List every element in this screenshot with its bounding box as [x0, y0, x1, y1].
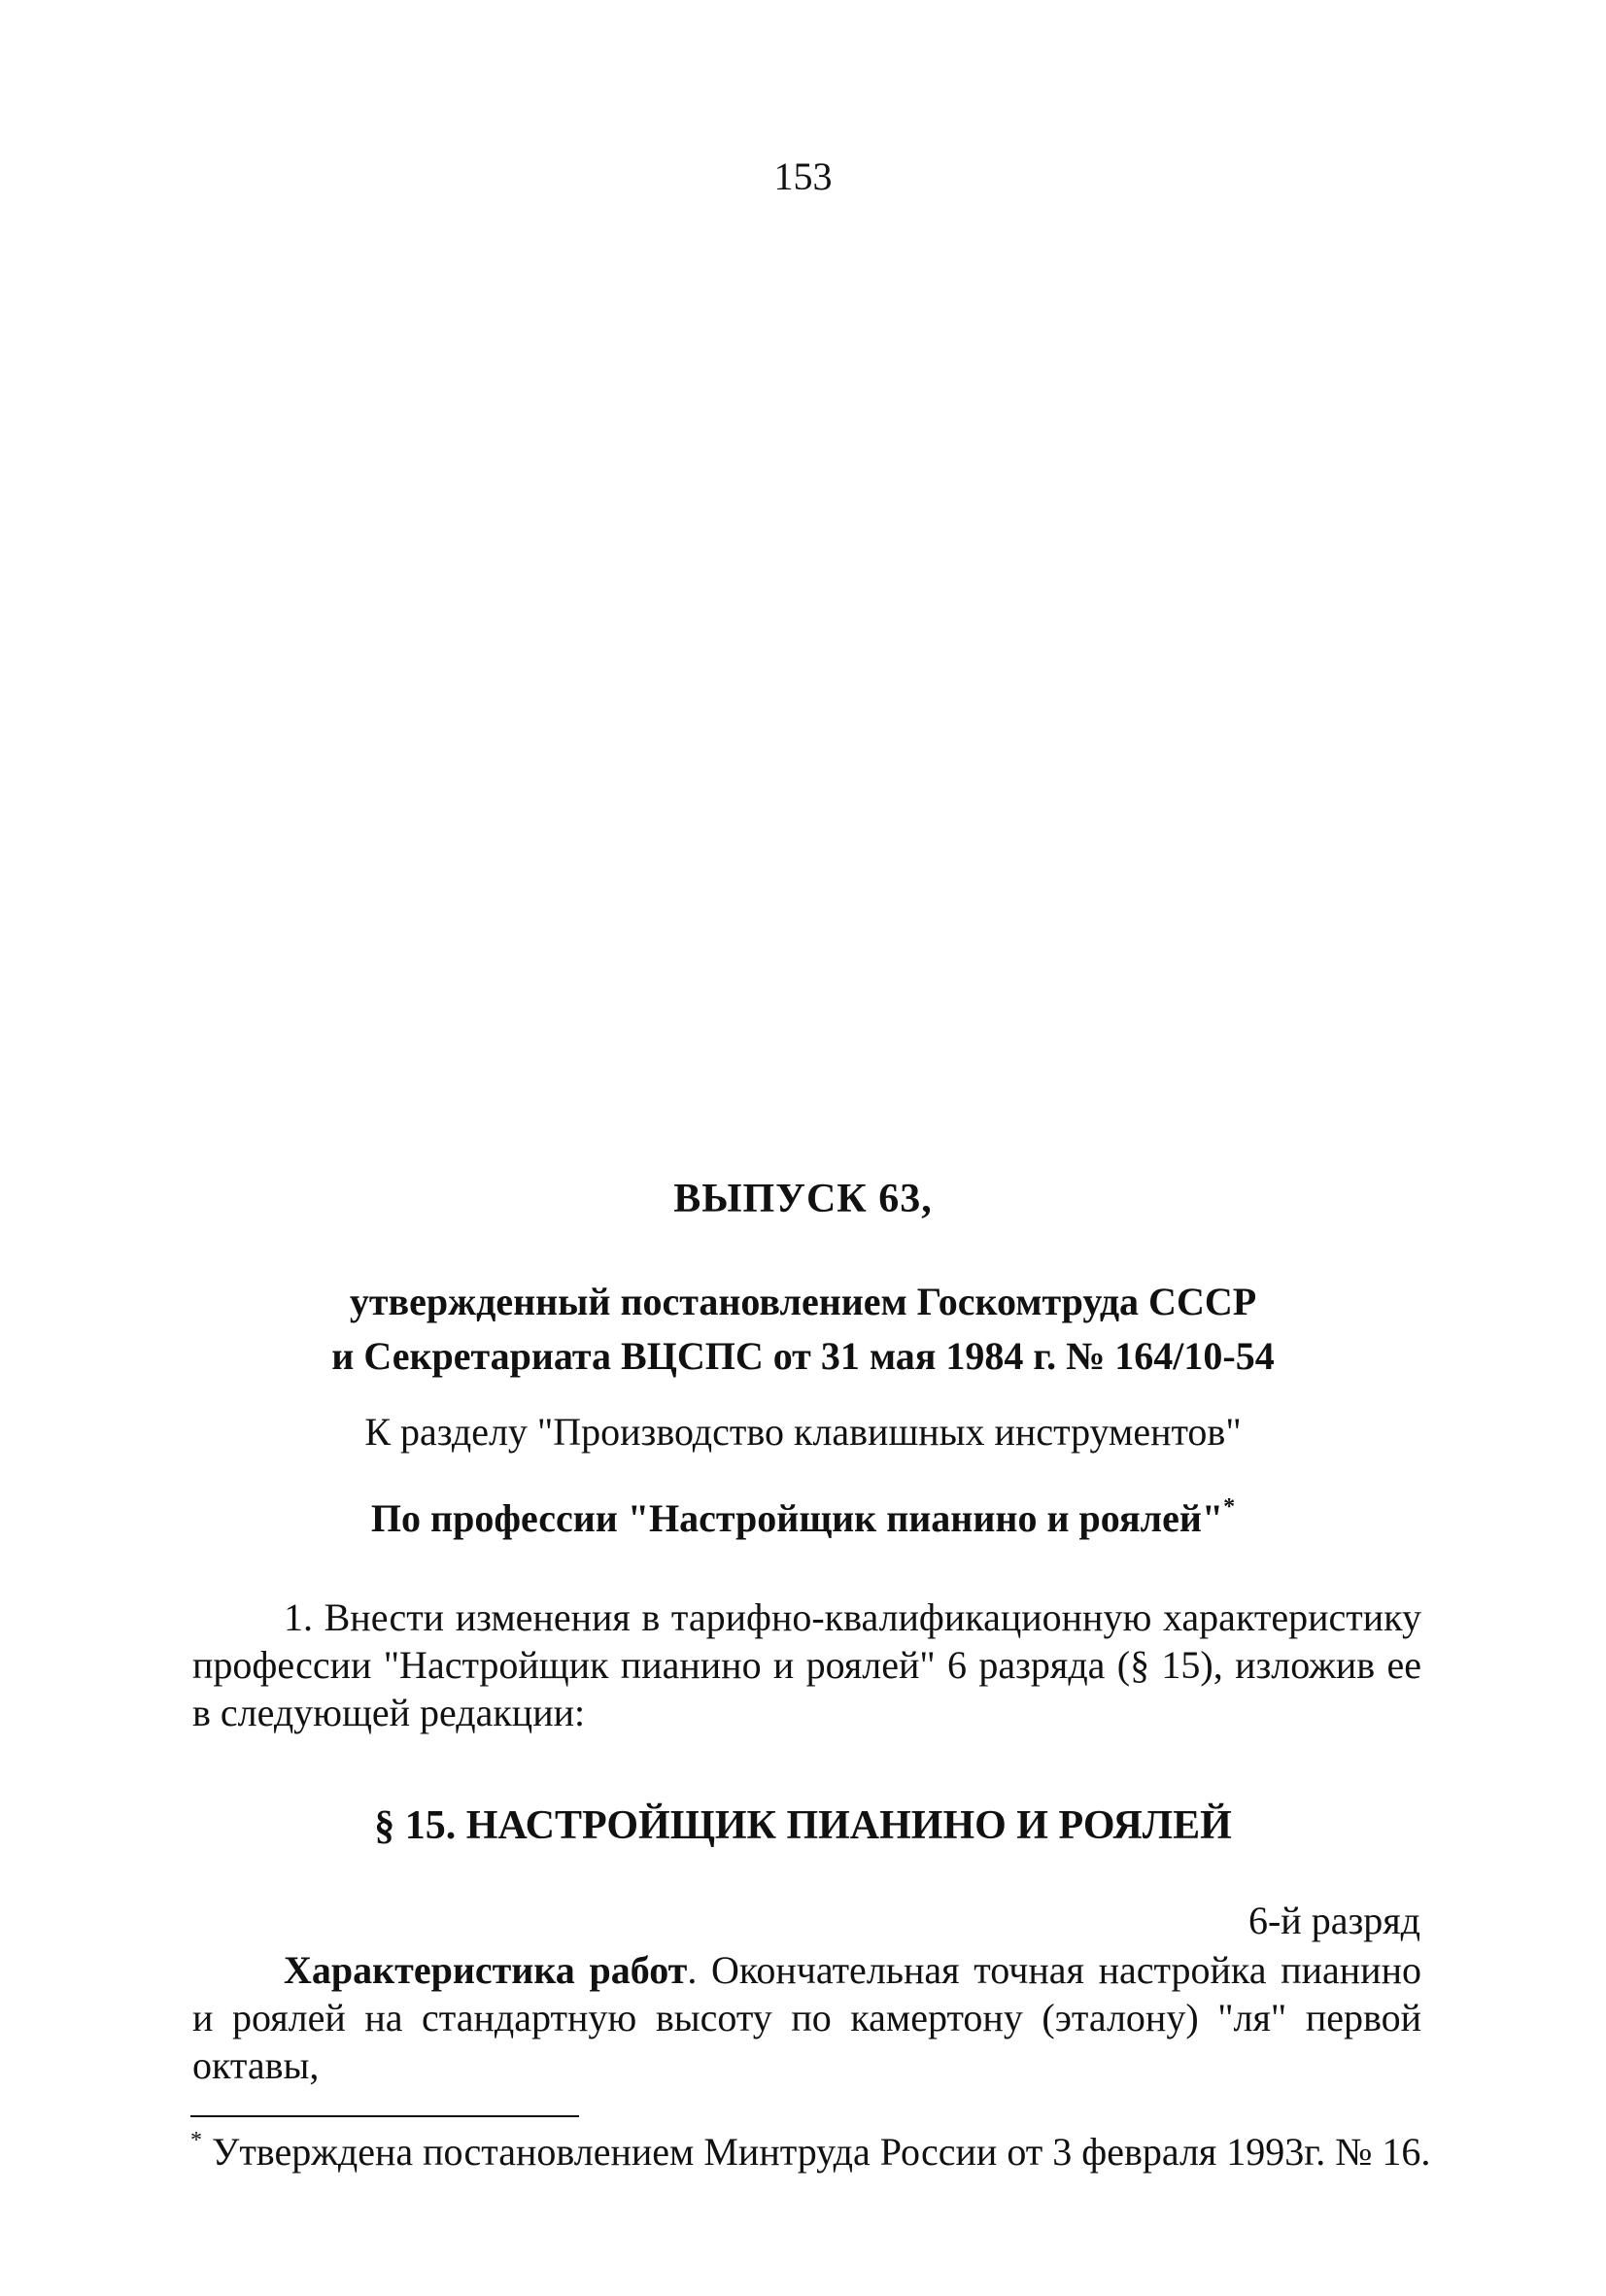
characteristic-paragraph: [192, 1946, 1421, 2089]
footnote-divider: [190, 2115, 579, 2117]
characteristic-text: . Окончательная точная настройка пианино и роялей на стандартную высоту по камертону (эталону) "ля" первой октавы,: [192, 1948, 1421, 2087]
characteristic-label: Характеристика работ: [284, 1948, 688, 1992]
approval-line-1: утвержденный постановлением Госкомтруда СССР: [349, 1280, 1257, 1323]
section-reference: К разделу "Производство клавишных инструментов": [364, 1410, 1242, 1454]
section-heading: § 15. НАСТРОЙЩИК ПИАНИНО И РОЯЛЕЙ: [374, 1803, 1232, 1848]
profession-text: По профессии "Настройщик пианино и роялей": [370, 1496, 1224, 1540]
footnote: [190, 2128, 1434, 2175]
approval-line-2: и Секретариата ВЦСПС от 31 мая 1984 г. № 164/10-54: [331, 1334, 1275, 1378]
page-number: 153: [773, 154, 833, 198]
footnote-mark: *: [190, 2128, 202, 2153]
footnote-text: Утверждена постановлением Минтруда России от 3 февраля 1993г. № 16.: [202, 2130, 1431, 2174]
profession-heading: [0, 1494, 1606, 1541]
item-1-paragraph: 1. Внести изменения в тарифно-квалификационную характеристику профессии "Настройщик пианино и роялей" 6 разряда (§ 15), изложив ее в следующей редакции:: [192, 1595, 1421, 1734]
profession-footnote-mark: *: [1223, 1494, 1236, 1520]
issue-title: ВЫПУСК 63,: [673, 1177, 933, 1221]
grade-label: 6-й разряд: [1247, 1899, 1420, 1942]
approval-block: [0, 1275, 1606, 1384]
